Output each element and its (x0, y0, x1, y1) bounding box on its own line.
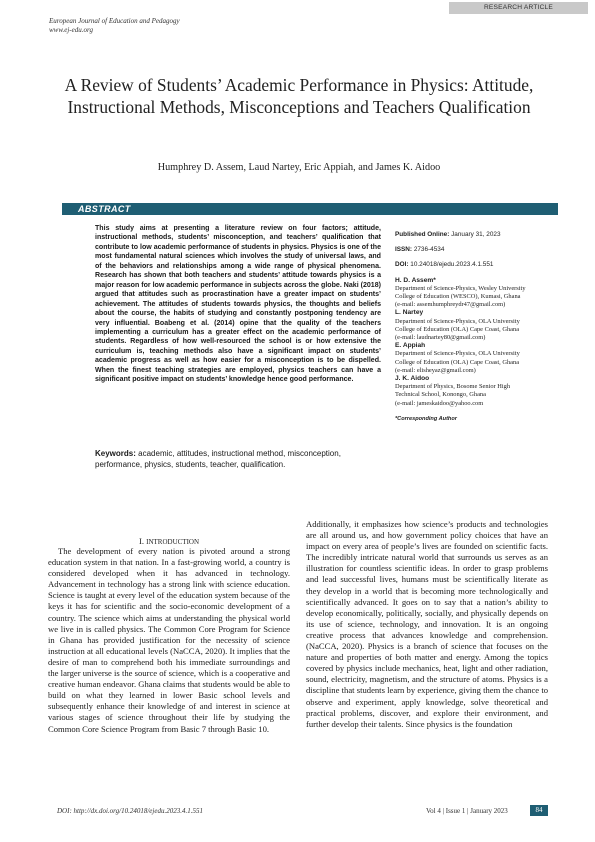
author-affiliation (395, 309, 535, 342)
journal-name: European Journal of Education and Pedagogy (49, 17, 180, 25)
author-email[interactable]: (e-mail: laudnartey80@gmail.com) (395, 334, 486, 342)
author-affiliation (395, 277, 535, 310)
author-name: J. K. Aidoo (395, 375, 430, 383)
author-email[interactable]: (e-mail: jameskaidoo@yahoo.com (395, 399, 484, 407)
journal-site[interactable]: www.ej-edu.org (49, 26, 93, 34)
issn-label: ISSN: (395, 246, 413, 254)
author-name: E. Appiah (395, 342, 426, 350)
keywords-label: Keywords: (95, 449, 136, 458)
doi-label: DOI: (395, 261, 409, 269)
author-email[interactable]: (e-mail: elisheyaz@gmail.com) (395, 366, 476, 374)
author-name: H. D. Assem* (395, 276, 436, 284)
author-name: L. Nartey (395, 309, 424, 317)
section-heading (48, 536, 290, 546)
author-department: Department of Science-Physics, OLA University College of Education (OLA) Cape Coast, Ghana (395, 350, 520, 366)
doi (395, 261, 535, 269)
issn-value: 2736-4534 (413, 246, 445, 254)
body-column-right: Additionally, it emphasizes how science’s products and technologies are all around us, and how government policy choices that have an impact on every area of people’s lives are founded on scientific facts. The incredibly intricate natural world that surrounds us serves as an illustration for countless scientific ideas. In order to grasp problems and lead successful lives, humans must be scientifically literate as they develop in a world that is becoming more technologically and scientifically advanced. It goes on to say that a nation’s ability to develop economically, politically, socially, and physically depends on its use of science, technology, and innovation. It is an ongoing creative process that advances knowledge and comprehension. (NaCCA, 2020). Physics is a branch of science that focuses on the nature and properties of both matter and energy. Among the topics covered by physics include mechanics, heat, light and other radiation, sound, electricity, magnetism, and the structure of atoms. Physics is a discipline that students learn by experience, giving them the chance to observe and experiment, apply knowledge, solve theoretical and practical problems, discover, and explore their environment, and further develop their talents. Since physics is the foundation (306, 519, 548, 729)
journal-header (49, 17, 180, 35)
paper-title: A Review of Students’ Academic Performance in Physics: Attitude, Instructional Methods, Misconceptions and Teachers Qualification (64, 75, 534, 117)
corresponding-author-note: *Corresponding Author (395, 415, 457, 422)
footer-doi[interactable]: DOI: http://dx.doi.org/10.24018/ejedu.2023.4.1.551 (57, 807, 203, 815)
author-department: Department of Physics, Bosome Senior High Technical School, Konongo, Ghana (395, 383, 511, 399)
issn (395, 246, 535, 254)
published-label: Published Online: (395, 231, 450, 238)
abstract-banner (62, 203, 558, 215)
abstract-label: ABSTRACT (78, 204, 131, 214)
body-column-left: The development of every nation is pivoted around a strong education system in that nation. In a fast-growing world, a country is considered developed when it has advanced in technology. Advancement in technology has a strong link with science education. Science is taught at every level of the education system because of the keys it has for scientific and the socio-economic development of a country. The science which aims at understanding the physical world we live in is called physics. The Common Core Program for Science in Ghana has provided justification for the necessity of science instruction at all educational levels (NaCCA, 2020). It implies that the desire of man to comprehend both his immediate surroundings and the larger universe is the source of science, which is a cooperative and creative human endeavor. Ghana claims that students would be able to build on what they learned in lower Basic school levels and subsequently enhance their knowledge of and interest in science at various stages of science throughout their life by studying the Common Core Science Program from Basic 7 through Basic 10. (48, 546, 290, 734)
author-list: Humphrey D. Assem, Laud Nartey, Eric Appiah, and James K. Aidoo (157, 162, 441, 173)
author-affiliation (395, 342, 535, 375)
article-type-tag: RESEARCH ARTICLE (449, 2, 588, 14)
footer-volume: Vol 4 | Issue 1 | January 2023 (426, 807, 508, 815)
author-affiliation (395, 375, 535, 408)
author-department: Department of Science-Physics, Wesley University College of Education (WESCO), Kumasi, Ghana (395, 284, 526, 301)
page-number: 84 (530, 805, 548, 816)
abstract-text: This study aims at presenting a literature review on four factors; attitude, instructional methods, students’ misconception, and teachers’ qualification that contribute to low academic performance of students in physics. Physics is one of the most fundamental natural sciences which involves the study of universal laws, and of the behaviors and relationships among a wide range of physical phenomena. Research has shown that both teachers and students’ attitude towards physics is a major reason for low academic performance in subjects across the globe. Naki (2018) argued that attitudes such as procrastination have a greater impact on students’ achievement. The attitudes of students towards physics, the thoughts and beliefs about the course, the habits of studying and constantly postponing tendency are very influential. Boabeng et al. (2014) opine that the quality of the teachers implementing a curriculum has a greater effect on the academic performance of students. Regardless of how well-resourced the school is or how extensive the curriculum is, teaching methods also have a significant impact on students’ academic progress as well as how easier for a misconception is to be dispelled. When the finest teaching strategies are employed, physics teachers can have a significant positive impact on students’ knowledge hence good performance. (95, 225, 381, 384)
author-department: Department of Science-Physics, OLA University College of Education (OLA) Cape Coast, Ghana (395, 317, 520, 333)
keywords (95, 449, 381, 470)
keywords-text: academic, attitudes, instructional method, misconception, performance, physics, students, teacher, qualification. (95, 449, 341, 469)
published-date (395, 231, 535, 239)
section-numeral: I. (138, 536, 144, 546)
article-info-sidebar (395, 231, 535, 423)
section-title: INTRODUCTION (146, 538, 200, 546)
published-value: January 31, 2023 (451, 231, 501, 238)
author-email[interactable]: (e-mail: assemhumphreydr47@gmail.com) (395, 301, 506, 309)
doi-value[interactable]: 10.24018/ejedu.2023.4.1.551 (410, 261, 494, 269)
